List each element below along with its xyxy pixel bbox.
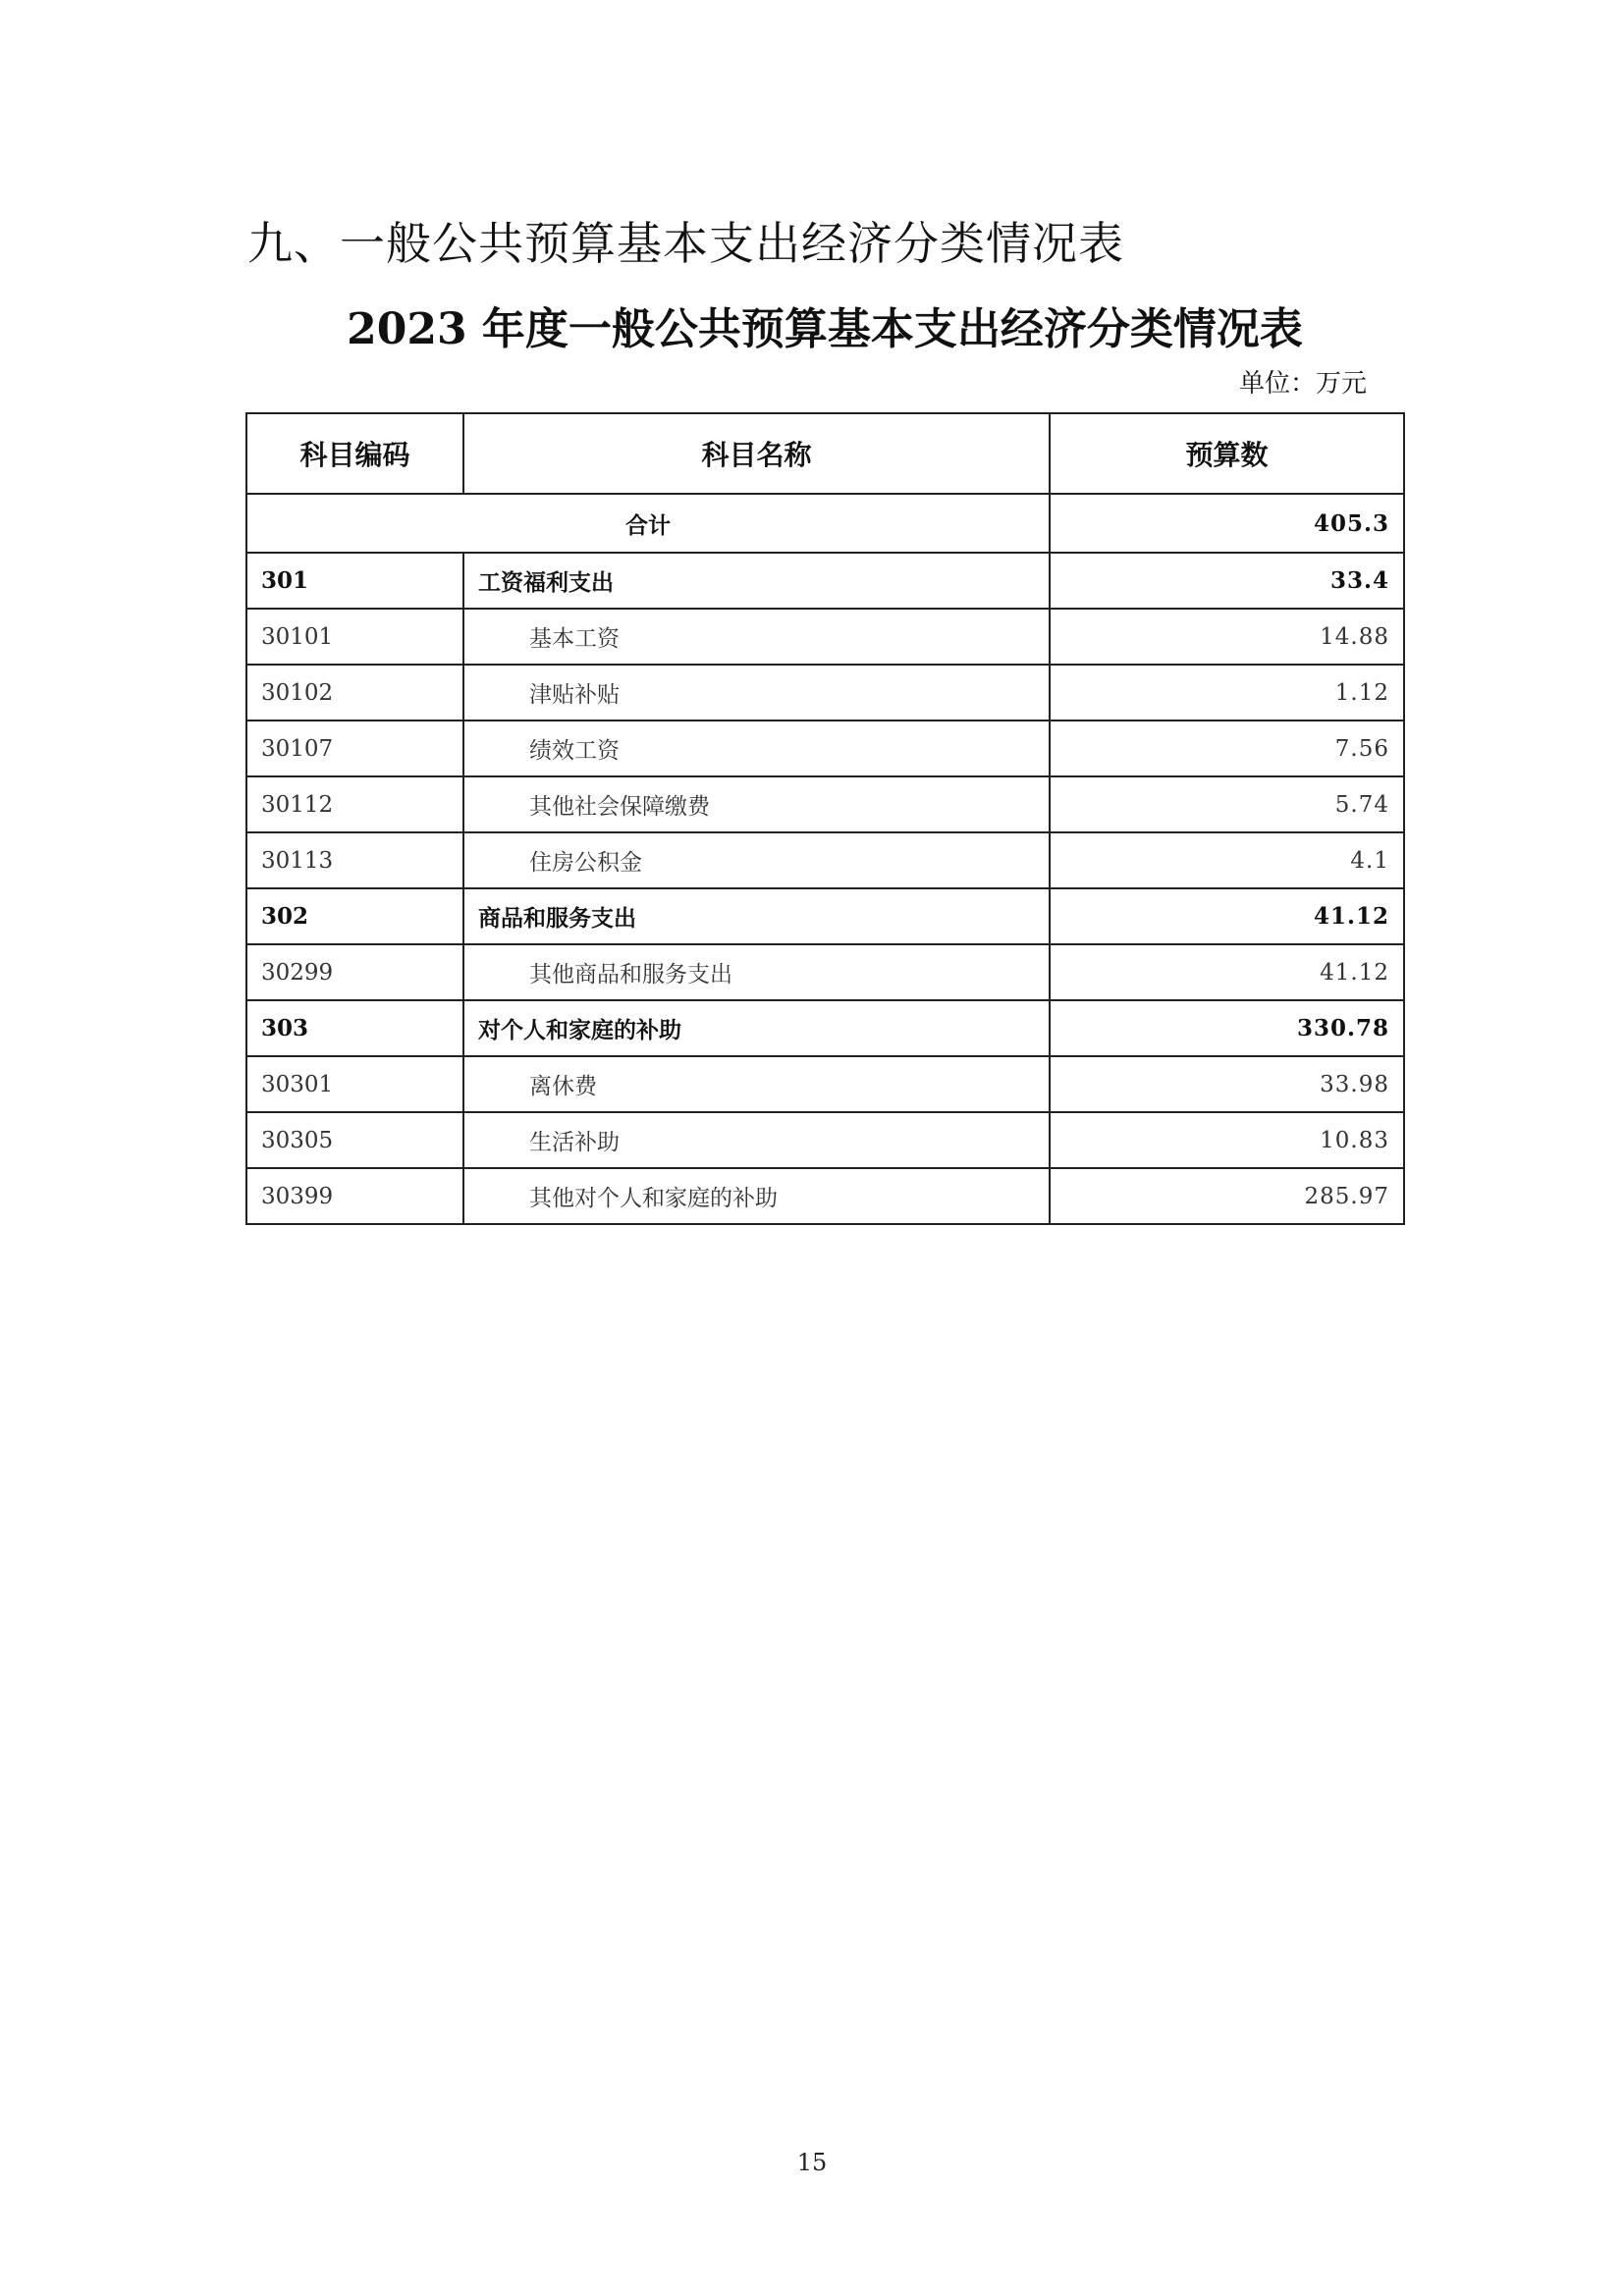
group-code: 303: [246, 1000, 463, 1056]
item-name: 津贴补贴: [463, 665, 1050, 721]
item-row: [246, 1168, 1404, 1224]
group-amount: 330.78: [1050, 1000, 1404, 1056]
item-amount: 5.74: [1050, 776, 1404, 832]
group-amount: 33.4: [1050, 553, 1404, 609]
item-amount: 33.98: [1050, 1056, 1404, 1112]
item-code: 30299: [246, 944, 463, 1000]
group-row: [246, 1000, 1404, 1056]
total-label: 合计: [246, 494, 1050, 553]
group-name: 商品和服务支出: [463, 888, 1050, 944]
item-amount: 10.83: [1050, 1112, 1404, 1168]
item-name: 离休费: [463, 1056, 1050, 1112]
unit-label: 单位：万元: [1238, 369, 1367, 399]
group-name: 工资福利支出: [463, 553, 1050, 609]
item-row: [246, 832, 1404, 888]
table-title: 2023 年度一般公共预算基本支出经济分类情况表: [347, 304, 1303, 354]
item-row: [246, 609, 1404, 665]
group-name: 对个人和家庭的补助: [463, 1000, 1050, 1056]
item-row: [246, 1112, 1404, 1168]
item-code: 30112: [246, 776, 463, 832]
item-amount: 7.56: [1050, 721, 1404, 776]
item-name: 基本工资: [463, 609, 1050, 665]
group-code: 301: [246, 553, 463, 609]
item-amount: 285.97: [1050, 1168, 1404, 1224]
item-name: 其他商品和服务支出: [463, 944, 1050, 1000]
item-code: 30107: [246, 721, 463, 776]
item-amount: 14.88: [1050, 609, 1404, 665]
page-number: 15: [796, 2149, 828, 2176]
item-name: 绩效工资: [463, 721, 1050, 776]
total-amount: 405.3: [1050, 494, 1404, 553]
item-row: [246, 665, 1404, 721]
group-row: [246, 553, 1404, 609]
item-name: 其他对个人和家庭的补助: [463, 1168, 1050, 1224]
item-amount: 1.12: [1050, 665, 1404, 721]
item-code: 30113: [246, 832, 463, 888]
item-amount: 4.1: [1050, 832, 1404, 888]
header-amount: 预算数: [1050, 413, 1404, 494]
header-name: 科目名称: [463, 413, 1050, 494]
item-code: 30102: [246, 665, 463, 721]
item-code: 30305: [246, 1112, 463, 1168]
header-code: 科目编码: [246, 413, 463, 494]
item-name: 生活补助: [463, 1112, 1050, 1168]
item-row: [246, 776, 1404, 832]
item-row: [246, 1056, 1404, 1112]
item-code: 30399: [246, 1168, 463, 1224]
item-name: 其他社会保障缴费: [463, 776, 1050, 832]
group-row: [246, 888, 1404, 944]
group-code: 302: [246, 888, 463, 944]
section-heading: 九、一般公共预算基本支出经济分类情况表: [247, 217, 1124, 270]
item-row: [246, 721, 1404, 776]
item-code: 30301: [246, 1056, 463, 1112]
budget-table: [245, 412, 1405, 1225]
item-code: 30101: [246, 609, 463, 665]
item-row: [246, 944, 1404, 1000]
item-amount: 41.12: [1050, 944, 1404, 1000]
total-row: [246, 494, 1404, 553]
group-amount: 41.12: [1050, 888, 1404, 944]
table-header-row: [246, 413, 1404, 494]
item-name: 住房公积金: [463, 832, 1050, 888]
